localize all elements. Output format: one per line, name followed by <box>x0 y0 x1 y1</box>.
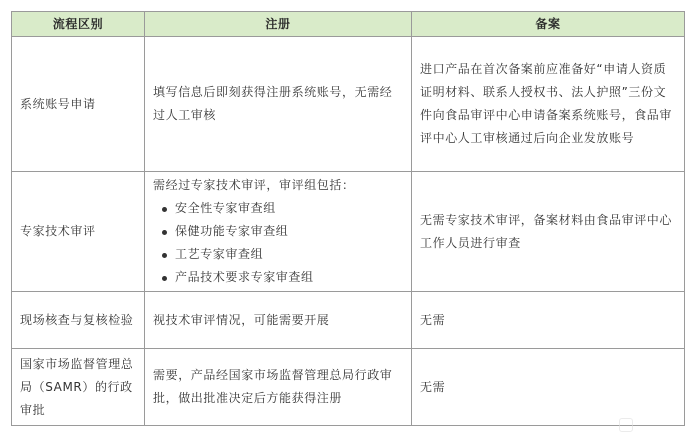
row-label-onsite-inspection: 现场核查与复核检验 <box>12 292 145 349</box>
table-row <box>12 292 685 349</box>
expert-group-label: 安全性专家审查组 <box>175 201 276 215</box>
header-filing: 备案 <box>412 12 685 37</box>
row-label-account-application: 系统账号申请 <box>12 37 145 172</box>
filing-cell: 进口产品在首次备案前应准备好“申请人资质证明材料、联系人授权书、法人护照”三份文件向食品审评中心申请备案系统账号，食品审评中心人工审核通过后向企业发放账号 <box>412 37 685 172</box>
filing-cell: 无需专家技术审评，备案材料由食品审评中心工作人员进行审查 <box>412 172 685 292</box>
list-item <box>159 220 403 243</box>
registration-cell: 需要，产品经国家市场监督管理总局行政审批，做出批准决定后方能获得注册 <box>145 349 412 426</box>
header-registration: 注册 <box>145 12 412 37</box>
filing-cell: 无需 <box>412 292 685 349</box>
table-row <box>12 37 685 172</box>
bullet-icon <box>162 230 167 235</box>
watermark-icon <box>619 418 633 432</box>
expert-review-intro: 需经过专家技术审评，审评组包括： <box>153 178 355 192</box>
table-row <box>12 349 685 426</box>
header-process-difference: 流程区别 <box>12 12 145 37</box>
comparison-table <box>11 11 685 426</box>
expert-group-list <box>153 197 403 289</box>
bullet-icon <box>162 207 167 212</box>
row-label-expert-review: 专家技术审评 <box>12 172 145 292</box>
list-item <box>159 266 403 289</box>
table-row <box>12 172 685 292</box>
row-label-samr-approval: 国家市场监督管理总局（SAMR）的行政审批 <box>12 349 145 426</box>
list-item <box>159 197 403 220</box>
expert-group-label: 产品技术要求专家审查组 <box>175 270 314 284</box>
registration-cell <box>145 172 412 292</box>
list-item <box>159 243 403 266</box>
table-header-row <box>12 12 685 37</box>
expert-group-label: 工艺专家审查组 <box>175 247 264 261</box>
registration-cell: 填写信息后即刻获得注册系统账号，无需经过人工审核 <box>145 37 412 172</box>
registration-cell: 视技术审评情况，可能需要开展 <box>145 292 412 349</box>
expert-group-label: 保健功能专家审查组 <box>175 224 289 238</box>
bullet-icon <box>162 253 167 258</box>
filing-cell: 无需 <box>412 349 685 426</box>
bullet-icon <box>162 276 167 281</box>
